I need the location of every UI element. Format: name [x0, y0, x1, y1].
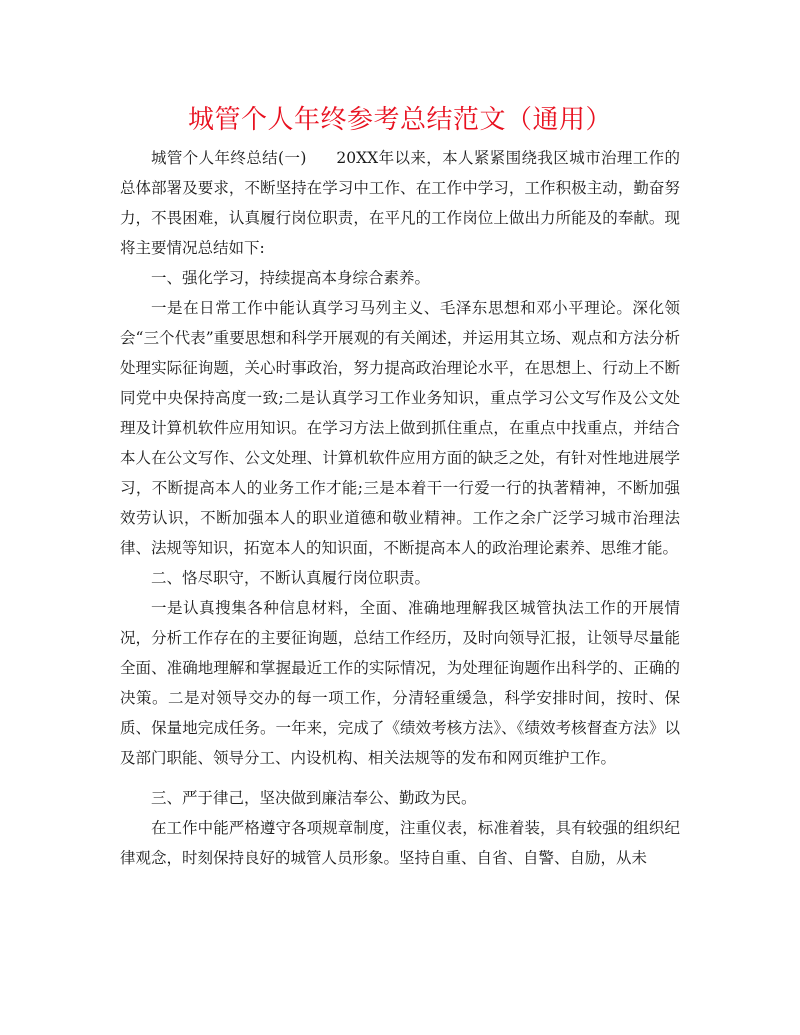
- section1-heading: 一、强化学习，持续提高本身综合素养。: [151, 269, 431, 287]
- section2-heading: 二、恪尽职守，不断认真履行岗位职责。: [151, 569, 431, 587]
- section3-heading: 三、严于律己，坚决做到廉洁奉公、勤政为民。: [151, 789, 477, 807]
- intro-text: 20XX年以来，本人紧紧围绕我区城市治理工作的总体部署及要求，不断坚持在学习中工作、在工作中学习，工作积极主动，勤奋努力，不畏困难，认真履行岗位职责，在平凡的工作岗位上做出力所能及的奉献。现将主要情况总结如下:: [120, 149, 680, 257]
- section3-body: 在工作中能严格遵守各项规章制度，注重仪表，标准着装，具有较强的组织纪律观念，时刻保持良好的城管人员形象。坚持自重、自省、自警、自励，从未: [120, 819, 680, 867]
- intro-heading: 城管个人年终总结(一): [151, 149, 307, 167]
- document-body: [120, 143, 680, 873]
- intro-paragraph: [120, 143, 680, 263]
- document-title: 城管个人年终参考总结范文（通用）: [187, 105, 612, 135]
- section1-body: 一是在日常工作中能认真学习马列主义、毛泽东思想和邓小平理论。深化领会“三个代表”重要思想和科学开展观的有关阐述，并运用其立场、观点和方法分析处理实际征询题，关心时事政治，努力提高政治理论水平，在思想上、行动上不断同党中央保持高度一致;二是认真学习工作业务知识，重点学习公文写作及公文处理及计算机软件应用知识。在学习方法上做到抓住重点，在重点中找重点，并结合本人在公文写作、公文处理、计算机软件应用方面的缺乏之处，有针对性地进展学习，不断提高本人的业务工作才能;三是本着干一行爱一行的执著精神，不断加强效劳认识，不断加强本人的职业道德和敬业精神。工作之余广泛学习城市治理法律、法规等知识，拓宽本人的知识面，不断提高本人的政治理论素养、思维才能。: [120, 299, 680, 557]
- section2-body: 一是认真搜集各种信息材料，全面、准确地理解我区城管执法工作的开展情况，分析工作存在的主要征询题，总结工作经历，及时向领导汇报，让领导尽量能全面、准确地理解和掌握最近工作的实际情况，为处理征询题作出科学的、正确的决策。二是对领导交办的每一项工作，分清轻重缓急，科学安排时间，按时、保质、保量地完成任务。一年来，完成了《绩效考核方法》、《绩效考核督查方法》以及部门职能、领导分工、内设机构、相关法规等的发布和网页维护工作。: [120, 599, 680, 767]
